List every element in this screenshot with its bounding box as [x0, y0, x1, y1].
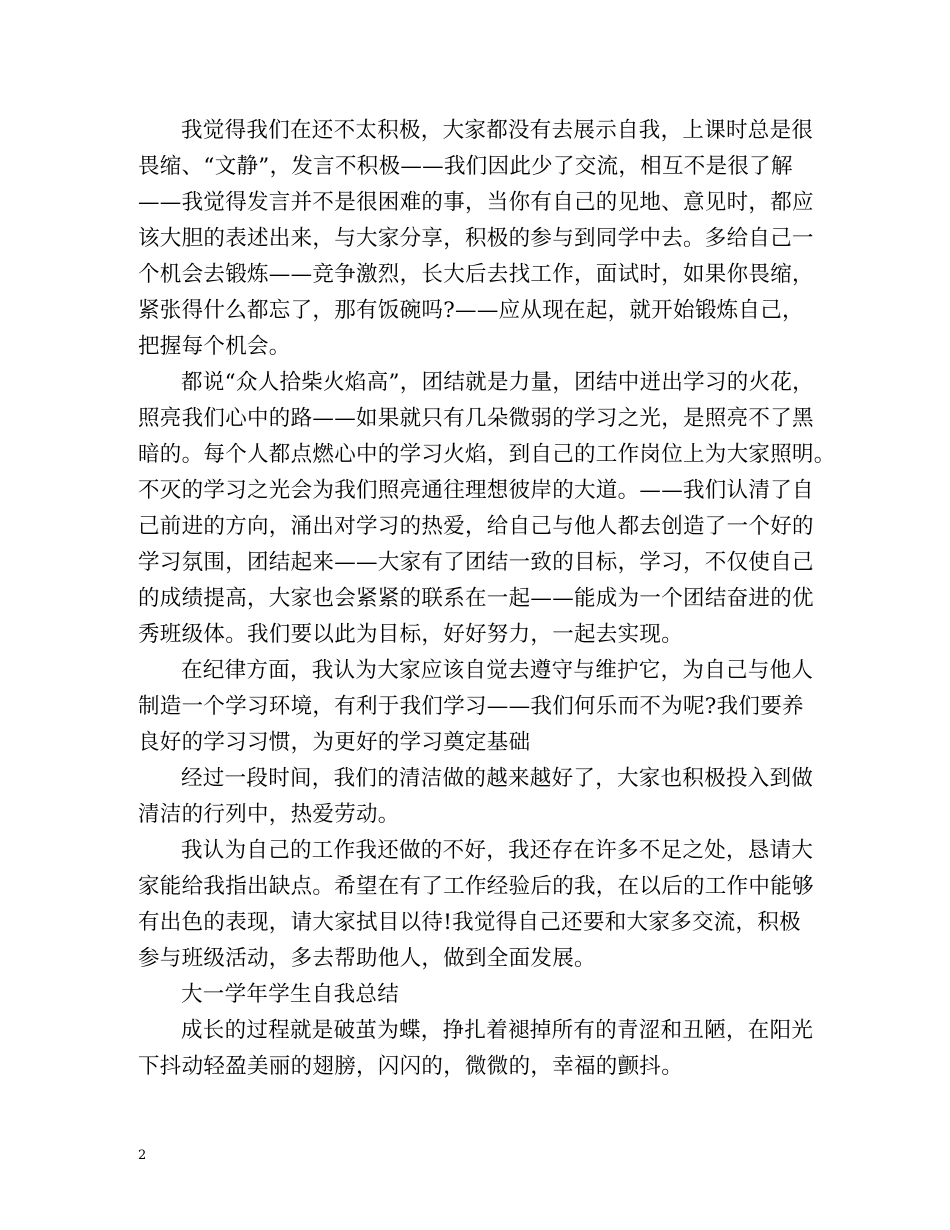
text-line: 在纪律方面，我认为大家应该自觉去遵守与维护它，为自己与他人 — [181, 658, 814, 683]
text-line: 的成绩提高，大家也会紧紧的联系在一起——能成为一个团结奋进的优 — [138, 586, 814, 611]
text-line: 照亮我们心中的路——如果就只有几朵微弱的学习之光，是照亮不了黑 — [138, 406, 814, 431]
text-line: 个机会去锻炼——竞争激烈，长大后去找工作，面试时，如果你畏缩， — [138, 262, 814, 287]
text-line: 经过一段时间，我们的清洁做的越来越好了，大家也积极投入到做 — [181, 766, 814, 791]
page-number: 2 — [138, 1148, 147, 1163]
text-line: 良好的学习习惯，为更好的学习奠定基础 — [138, 730, 531, 755]
text-line: 清洁的行列中，热爱劳动。 — [138, 802, 400, 827]
text-line: 秀班级体。我们要以此为目标，好好努力，一起去实现。 — [138, 622, 684, 647]
text-line: 下抖动轻盈美丽的翅膀，闪闪的，微微的，幸福的颤抖。 — [138, 1054, 684, 1079]
text-line: 该大胆的表述出来，与大家分享，积极的参与到同学中去。多给自己一 — [138, 226, 814, 251]
text-line: 暗的。每个人都点燃心中的学习火焰，到自己的工作岗位上为大家照明。 — [138, 442, 836, 467]
text-line: 参与班级活动，多去帮助他人，做到全面发展。 — [138, 946, 596, 971]
text-line: 家能给我指出缺点。希望在有了工作经验后的我，在以后的工作中能够 — [138, 874, 814, 899]
text-line: 不灭的学习之光会为我们照亮通往理想彼岸的大道。——我们认清了自 — [138, 478, 814, 503]
text-line: ——我觉得发言并不是很困难的事，当你有自己的见地、意见时，都应 — [138, 190, 814, 215]
text-line: 我认为自己的工作我还做的不好，我还存在许多不足之处，恳请大 — [181, 838, 814, 863]
text-line: 制造一个学习环境，有利于我们学习——我们何乐而不为呢?我们要养 — [138, 694, 804, 719]
text-line: 紧张得什么都忘了，那有饭碗吗?——应从现在起，就开始锻炼自己， — [138, 298, 804, 323]
text-line: 有出色的表现，请大家拭目以待!我觉得自己还要和大家多交流，积极 — [138, 910, 801, 935]
text-line: 我觉得我们在还不太积极，大家都没有去展示自我，上课时总是很 — [181, 118, 814, 143]
text-line: 成长的过程就是破茧为蝶，挣扎着褪掉所有的青涩和丑陋，在阳光 — [181, 1018, 814, 1043]
text-line: 把握每个机会。 — [138, 334, 291, 359]
section-heading: 大一学年学生自我总结 — [181, 982, 400, 1007]
text-line: 畏缩、“文静”，发言不积极——我们因此少了交流，相互不是很了解 — [138, 154, 793, 179]
text-line: 学习氛围，团结起来——大家有了团结一致的目标，学习，不仅使自己 — [138, 550, 814, 575]
text-line: 都说“众人拾柴火焰高”，团结就是力量，团结中迸出学习的火花， — [181, 370, 814, 395]
text-line: 己前进的方向，涌出对学习的热爱，给自己与他人都去创造了一个好的 — [138, 514, 814, 539]
